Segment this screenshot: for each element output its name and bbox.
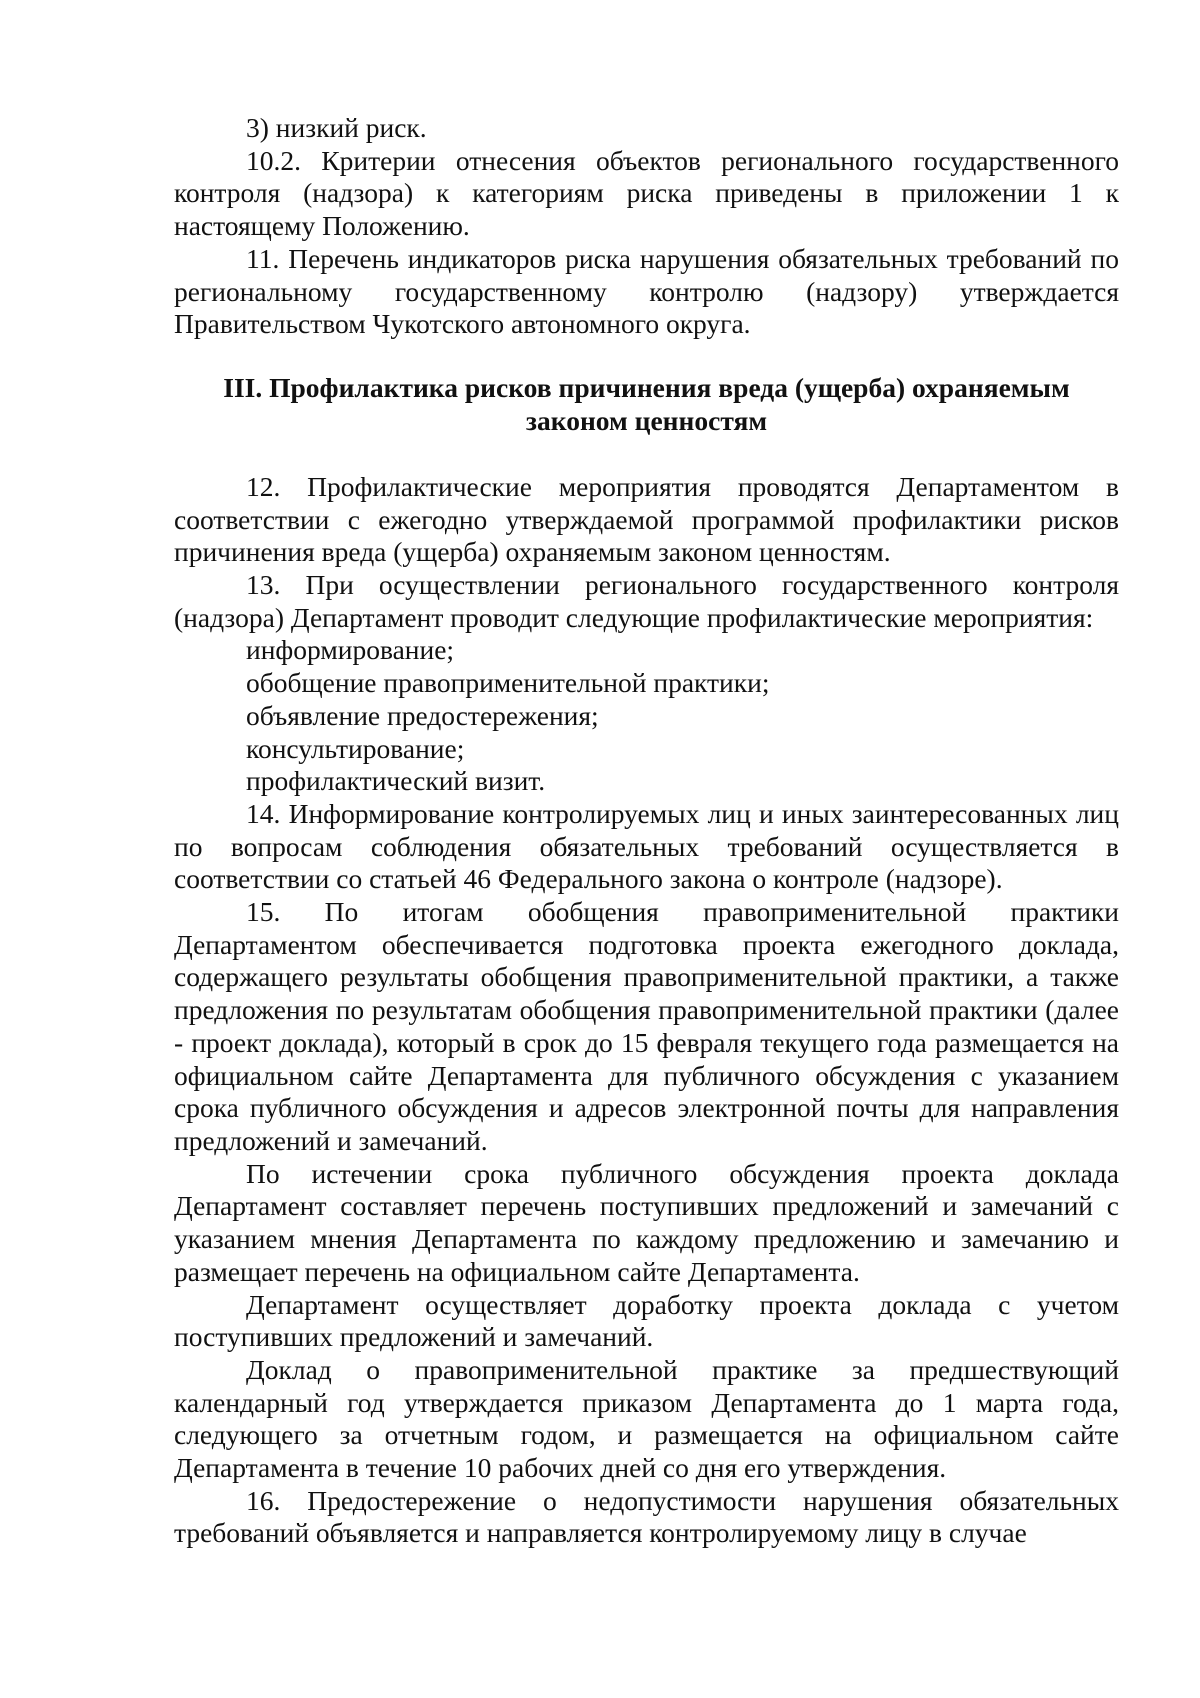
- paragraph-public-discussion: По истечении срока публичного обсуждения проекта доклада Департамент составляет перечень поступивших предложений и замечаний с указанием мнения Департамента по каждому предложению и замечанию и размещает перечень на официальном сайте Департамента.: [174, 1157, 1119, 1287]
- paragraph-report-revision: Департамент осуществляет доработку проекта доклада с учетом поступивших предложений и замечаний.: [174, 1288, 1119, 1353]
- list-item-consulting: консультирование;: [246, 732, 465, 764]
- paragraph-16-warning: 16. Предостережение о недопустимости нарушения обязательных требований объявляется и направляется контролируемому лицу в случае: [174, 1484, 1119, 1549]
- list-item-generalization: обобщение правоприменительной практики;: [246, 667, 770, 699]
- paragraph-15-practice-report: 15. По итогам обобщения правоприменительной практики Департаментом обеспечивается подготовка проекта ежегодного доклада, содержащего результаты обобщения правоприменительной практики, а также предложения по результатам обобщения правоприменительной практики (далее - проект доклада), который в срок до 15 февраля текущего года размещается на официальном сайте Департамента для публичного обсуждения с указанием срока публичного обсуждения и адресов электронной почты для направления предложений и замечаний.: [174, 896, 1119, 1156]
- list-item-preventive-visit: профилактический визит.: [246, 765, 546, 797]
- section-heading-line-1: III. Профилактика рисков причинения вреда (ущерба) охраняемым: [223, 371, 1070, 403]
- list-item-informing: информирование;: [246, 634, 455, 666]
- paragraph-11-risk-indicators: 11. Перечень индикаторов риска нарушения обязательных требований по региональному государственному контролю (надзору) утверждается Правительством Чукотского автономного округа.: [174, 242, 1119, 340]
- paragraph-report-approval: Доклад о правоприменительной практике за предшествующий календарный год утверждается приказом Департамента до 1 марта года, следующего за отчетным годом, и размещается на официальном сайте Департамента в течение 10 рабочих дней со дня его утверждения.: [174, 1353, 1119, 1484]
- paragraph-12-preventive-measures: 12. Профилактические мероприятия проводятся Департаментом в соответствии с ежегодно утверждаемой программой профилактики рисков причинения вреда (ущерба) охраняемым законом ценностям.: [174, 470, 1119, 568]
- section-heading-line-2: законом ценностям: [525, 404, 768, 436]
- paragraph-item-3-low-risk: 3) низкий риск.: [246, 112, 427, 143]
- paragraph-14-informing: 14. Информирование контролируемых лиц и иных заинтересованных лиц по вопросам соблюдения обязательных требований осуществляется в соответствии со статьей 46 Федерального закона о контроле (надзоре).: [174, 797, 1119, 895]
- section-heading-iii: [174, 371, 1119, 437]
- list-item-warning: объявление предостережения;: [246, 699, 599, 731]
- paragraph-10-2-criteria: 10.2. Критерии отнесения объектов регионального государственного контроля (надзора) к категориям риска приведены в приложении 1 к настоящему Положению.: [174, 144, 1119, 242]
- paragraph-13-measures-intro: 13. При осуществлении регионального государственного контроля (надзора) Департамент проводит следующие профилактические мероприятия:: [174, 569, 1119, 633]
- document-page: [174, 112, 1119, 1550]
